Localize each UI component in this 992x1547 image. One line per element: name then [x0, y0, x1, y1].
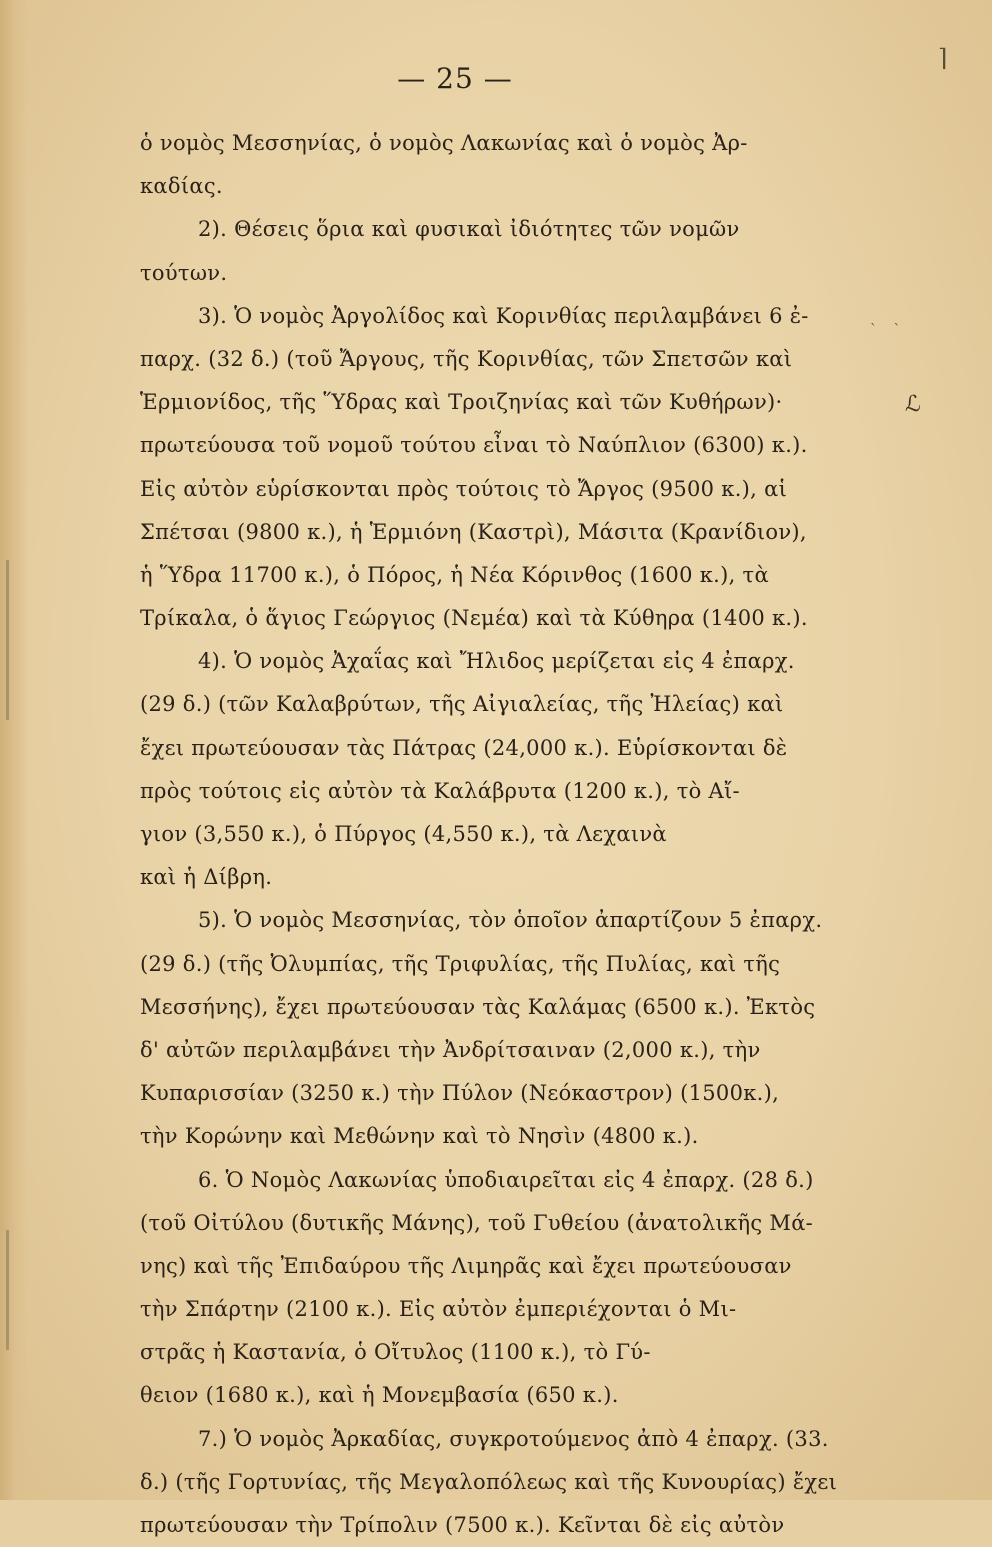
- text-line: νης) καὶ τῆς Ἐπιδαύρου τῆς Λιμηρᾶς καὶ ἔχει πρωτεύουσαν: [140, 1253, 792, 1278]
- text-line: 7.) Ὁ νομὸς Ἀρκαδίας, συγκροτούμενος ἀπὸ 4 ἐπαρχ. (33.: [198, 1426, 829, 1451]
- text-line: Σπέτσαι (9800 κ.), ἡ Ἑρμιόνη (Καστρὶ), Μάσιτα (Κρανίδιον),: [140, 519, 807, 544]
- text-line: Εἰς αὐτὸν εὑρίσκονται πρὸς τούτοις τὸ Ἄργος (9500 κ.), αἱ: [140, 476, 788, 501]
- text-line: ἔχει πρωτεύουσαν τὰς Πάτρας (24,000 κ.). Εὑρίσκονται δὲ: [140, 735, 788, 760]
- text-line: πρωτεύουσαν τὴν Τρίπολιν (7500 κ.). Κεῖνται δὲ εἰς αὐτὸν: [140, 1513, 785, 1537]
- margin-ink-mark: ℒ: [905, 392, 921, 417]
- text-line: Ἑρμιονίδος, τῆς Ὕδρας καὶ Τροιζηνίας καὶ τῶν Κυθήρων)·: [140, 390, 783, 415]
- text-line: 2). Θέσεις ὅρια καὶ φυσικαὶ ἰδιότητες τῶν νομῶν: [198, 217, 740, 242]
- text-line: 6. Ὁ Νομὸς Λακωνίας ὑποδιαιρεῖται εἰς 4 ἐπαρχ. (28 δ.): [198, 1167, 814, 1192]
- text-line: γιον (3,550 κ.), ὁ Πύργος (4,550 κ.), τὰ Λεχαινὰ: [140, 822, 667, 846]
- text-line: ὁ νομὸς Μεσσηνίας, ὁ νομὸς Λακωνίας καὶ ὁ νομὸς Ἀρ-: [140, 131, 748, 155]
- corner-fold-mark: ⌉: [938, 44, 948, 72]
- text-line: ἡ Ὕδρα 11700 κ.), ὁ Πόρος, ἡ Νέα Κόρινθος (1600 κ.), τὰ: [140, 562, 769, 587]
- text-line: καδίας.: [140, 174, 223, 199]
- text-line: τὴν Κορώνην καὶ Μεθώνην καὶ τὸ Νησὶν (4800 κ.).: [140, 1124, 699, 1149]
- text-line: 5). Ὁ νομὸς Μεσσηνίας, τὸν ὁποῖον ἀπαρτίζουν 5 ἐπαρχ.: [198, 908, 823, 933]
- text-line: 4). Ὁ νομὸς Ἀχαΐας καὶ Ἤλιδος μερίζεται εἰς 4 ἐπαρχ.: [198, 649, 795, 674]
- page-number: — 25 —: [397, 62, 513, 95]
- text-line: παρχ. (32 δ.) (τοῦ Ἄργους, τῆς Κορινθίας, τῶν Σπετσῶν καὶ: [140, 346, 793, 371]
- text-line: τούτων.: [140, 260, 228, 285]
- text-line: πρωτεύουσα τοῦ νομοῦ τούτου εἶναι τὸ Ναύπλιον (6300) κ.).: [140, 433, 808, 458]
- text-line: (τοῦ Οἰτύλου (δυτικῆς Μάνης), τοῦ Γυθείου (ἀνατολικῆς Μά-: [140, 1210, 814, 1235]
- binding-mark: [6, 560, 9, 720]
- text-line: (29 δ.) (τῆς Ὀλυμπίας, τῆς Τριφυλίας, τῆς Πυλίας, καὶ τῆς: [140, 951, 781, 976]
- body-text: [140, 122, 840, 1547]
- page-left-edge: [0, 0, 28, 1500]
- text-line: στρᾶς ἡ Καστανία, ὁ Οἴτυλος (1100 κ.), τὸ Γύ-: [140, 1340, 651, 1365]
- text-line: θειον (1680 κ.), καὶ ἡ Μονεμβασία (650 κ.).: [140, 1383, 619, 1408]
- text-line: πρὸς τούτοις εἰς αὐτὸν τὰ Καλάβρυτα (1200 κ.), τὸ Αἴ-: [140, 778, 740, 803]
- text-line: 3). Ὁ νομὸς Ἀργολίδος καὶ Κορινθίας περιλαμβάνει 6 ἐ-: [198, 303, 809, 328]
- binding-mark: [6, 1230, 9, 1350]
- text-line: Μεσσήνης), ἔχει πρωτεύουσαν τὰς Καλάμας (6500 κ.). Ἐκτὸς: [140, 994, 816, 1019]
- text-line: δ.) (τῆς Γορτυνίας, τῆς Μεγαλοπόλεως καὶ τῆς Κυνουρίας) ἔχει: [140, 1469, 838, 1494]
- text-line: Τρίκαλα, ὁ ἅγιος Γεώργιος (Νεμέα) καὶ τὰ Κύθηρα (1400 κ.).: [140, 606, 808, 631]
- text-line: δ' αὐτῶν περιλαμβάνει τὴν Ἀνδρίτσαιναν (2,000 κ.), τὴν: [140, 1037, 761, 1062]
- text-line: τὴν Σπάρτην (2100 κ.). Εἰς αὐτὸν ἐμπεριέχονται ὁ Μι-: [140, 1297, 737, 1322]
- text-line: Κυπαρισσίαν (3250 κ.) τὴν Πύλον (Νεόκαστρον) (1500κ.),: [140, 1081, 780, 1106]
- text-line: καὶ ἡ Δίβρη.: [140, 865, 273, 890]
- margin-tick-marks: ` `: [870, 322, 907, 338]
- text-line: (29 δ.) (τῶν Καλαβρύτων, τῆς Αἰγιαλείας, τῆς Ἠλείας) καὶ: [140, 692, 784, 717]
